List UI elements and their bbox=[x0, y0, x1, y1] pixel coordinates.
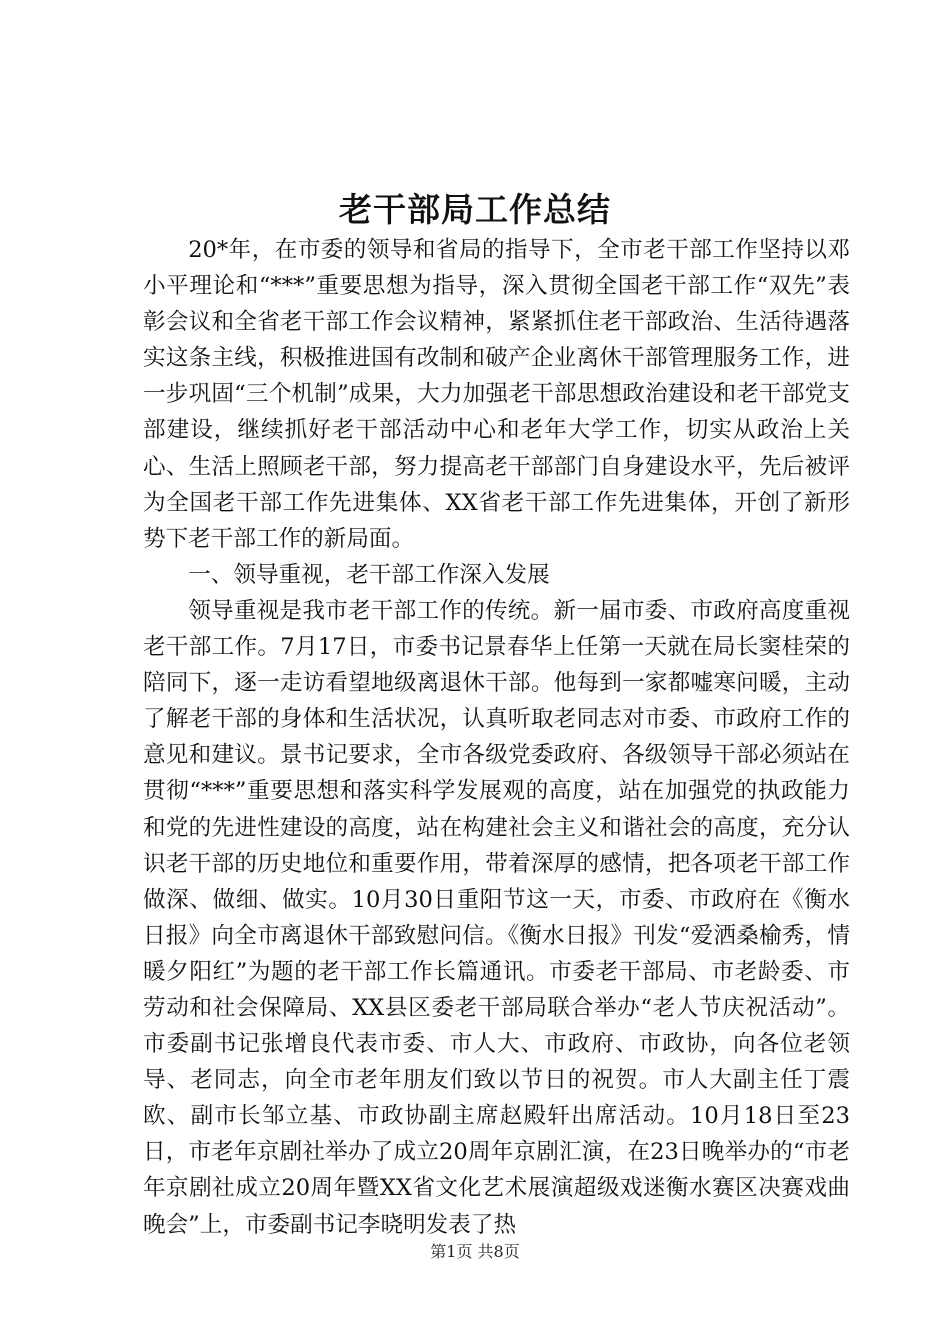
document-body bbox=[143, 232, 850, 1243]
section-heading: 一、领导重视，老干部工作深入发展 bbox=[188, 561, 550, 588]
section-paragraph: 领导重视是我市老干部工作的传统。新一届市委、市政府高度重视老干部工作。7月17日，市委书记景春华上任第一天就在局长窦桂荣的陪同下，逐一走访看望地级离退休干部。他每到一家都嘘寒问暖，主动了解老干部的身体和生活状况，认真听取老同志对市委、市政府工作的意见和建议。景书记要求，全市各级党委政府、各级领导干部必须站在贯彻“***”重要思想和落实科学发展观的高度，站在加强党的执政能力和党的先进性建设的高度，站在构建社会主义和谐社会的高度，充分认识老干部的历史地位和重要作用，带着深厚的感情，把各项老干部工作做深、做细、做实。10月30日重阳节这一天，市委、市政府在《衡水日报》向全市离退休干部致慰问信。《衡水日报》刊发“爱洒桑榆秀，情暖夕阳红”为题的老干部工作长篇通讯。市委老干部局、市老龄委、市劳动和社会保障局、XX县区委老干部局联合举办“老人节庆祝活动”。市委副书记张增良代表市委、市人大、市政府、市政协，向各位老领导、老同志，向全市老年朋友们致以节日的祝贺。市人大副主任丁震欧、副市长邹立基、市政协副主席赵殿轩出席活动。10月18日至23日，市老年京剧社举办了成立20周年京剧汇演，在23日晚举办的“市老年京剧社成立20周年暨XX省文化艺术展演超级戏迷衡水赛区决赛戏曲晚会”上，市委副书记李晓明发表了热 bbox=[143, 597, 850, 1238]
intro-paragraph: 20*年，在市委的领导和省局的指导下，全市老干部工作坚持以邓小平理论和“***”重要思想为指导，深入贯彻全国老干部工作“双先”表彰会议和全省老干部工作会议精神，紧紧抓住老干部政治、生活待遇落实这条主线，积极推进国有改制和破产企业离休干部管理服务工作，进一步巩固“三个机制”成果，大力加强老干部思想政治建设和老干部党支部建设，继续抓好老干部活动中心和老年大学工作，切实从政治上关心、生活上照顾老干部，努力提高老干部部门自身建设水平，先后被评为全国老干部工作先进集体、XX省老干部工作先进集体，开创了新形势下老干部工作的新局面。 bbox=[143, 237, 850, 552]
document-title: 老干部局工作总结 bbox=[339, 190, 611, 229]
page-number-footer: 第1页 共8页 bbox=[430, 1242, 520, 1261]
